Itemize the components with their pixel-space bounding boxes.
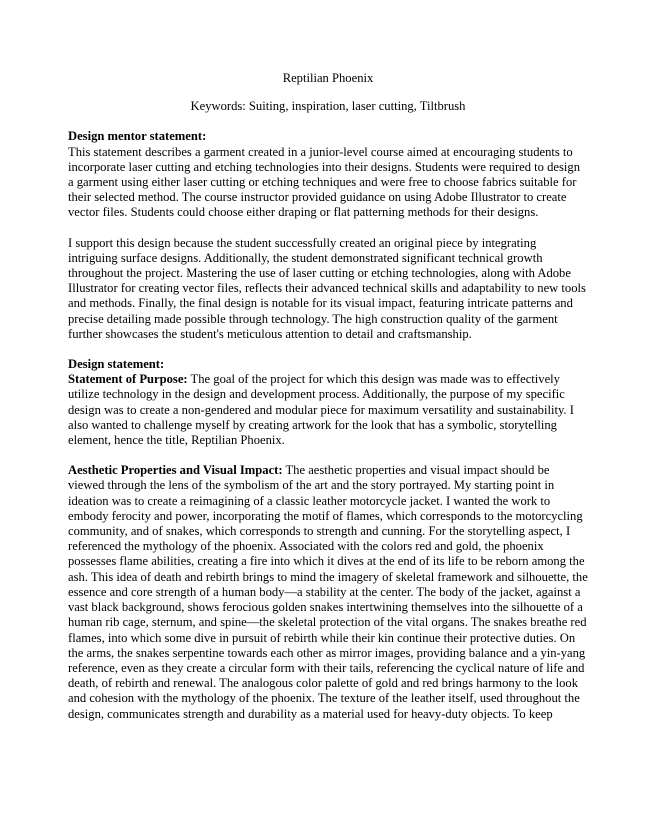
- aesthetic-label: Aesthetic Properties and Visual Impact:: [68, 463, 283, 478]
- purpose-label: Statement of Purpose:: [68, 372, 188, 387]
- purpose-paragraph: [68, 372, 588, 448]
- mentor-heading: Design mentor statement:: [68, 129, 207, 144]
- aesthetic-text: The aesthetic properties and visual impact should be viewed through the lens of the symbolism of the art and the story portrayed. My starting point in ideation was to create a reimagining of a classic leather motorcycle jacket. I wanted the work to embody ferocity and power, incorporating the motif of flames, which corresponds to the motorcycling community, and of snakes, which corresponds to strength and cunning. For the storytelling aspect, I referenced the mythology of the phoenix. Associated with the colors red and gold, the phoenix possesses flame abilities, creating a fire into which it dives at the end of its life to be reborn among the ash. This idea of death and rebirth brings to mind the imagery of skeletal framework and silhouette, the essence and core strength of a human body—a stability at the center. The body of the jacket, against a vast black background, shows ferocious golden snakes intertwining themselves into the silhouette of a human rib cage, sternum, and spine—the skeletal protection of the vital organs. The snakes breathe red flames, into which some dive in pursuit of rebirth while their kin continue their protective duties. On the arms, the snakes serpentine towards each other as mirror images, providing balance and a yin-yang reference, even as they create a circular form with their tails, referencing the cyclical nature of life and death, of rebirth and renewal. The analogous color palette of gold and red brings harmony to the look and cohesion with the mythology of the phoenix. The texture of the leather itself, used throughout the design, communicates strength and durability as a material used for heavy-duty objects. To keep: [68, 463, 588, 721]
- mentor-paragraph-2: I support this design because the student successfully created an original piece by integrating intriguing surface designs. Additionally, the student demonstrated significant technical growth throughout the project. Mastering the use of laser cutting or etching technologies, along with Adobe Illustrator for creating vector files, reflects their advanced technical skills and adaptability to new tools and methods. Finally, the final design is notable for its visual impact, featuring intricate patterns and precise detailing made possible through technology. The high construction quality of the garment further showcases the student's meticulous attention to detail and craftsmanship.: [68, 235, 586, 341]
- document-title: Reptilian Phoenix: [282, 71, 374, 85]
- keywords-line: Keywords: Suiting, inspiration, laser cutting, Tiltbrush: [190, 99, 466, 114]
- document-page: [68, 71, 588, 722]
- purpose-text: The goal of the project for which this design was made was to effectively utilize technology in the design and development process. Additionally, the purpose of my specific design was to create a non-gendered and modular piece for maximum versatility and sustainability. I also wanted to challenge myself by creating artwork for the look that has a symbolic, storytelling element, hence the title, Reptilian Phoenix.: [68, 372, 574, 448]
- aesthetic-paragraph: [68, 463, 588, 721]
- mentor-paragraph-1: This statement describes a garment created in a junior-level course aimed at encouraging students to incorporate laser cutting and etching technologies into their designs. Students were required to design a garment using either laser cutting or etching techniques and were free to choose fabrics suitable for their selected method. The course instructor provided guidance on using Adobe Illustrator to create vector files. Students could choose either draping or flat patterning methods for their designs.: [68, 144, 581, 220]
- design-heading: Design statement:: [68, 357, 165, 372]
